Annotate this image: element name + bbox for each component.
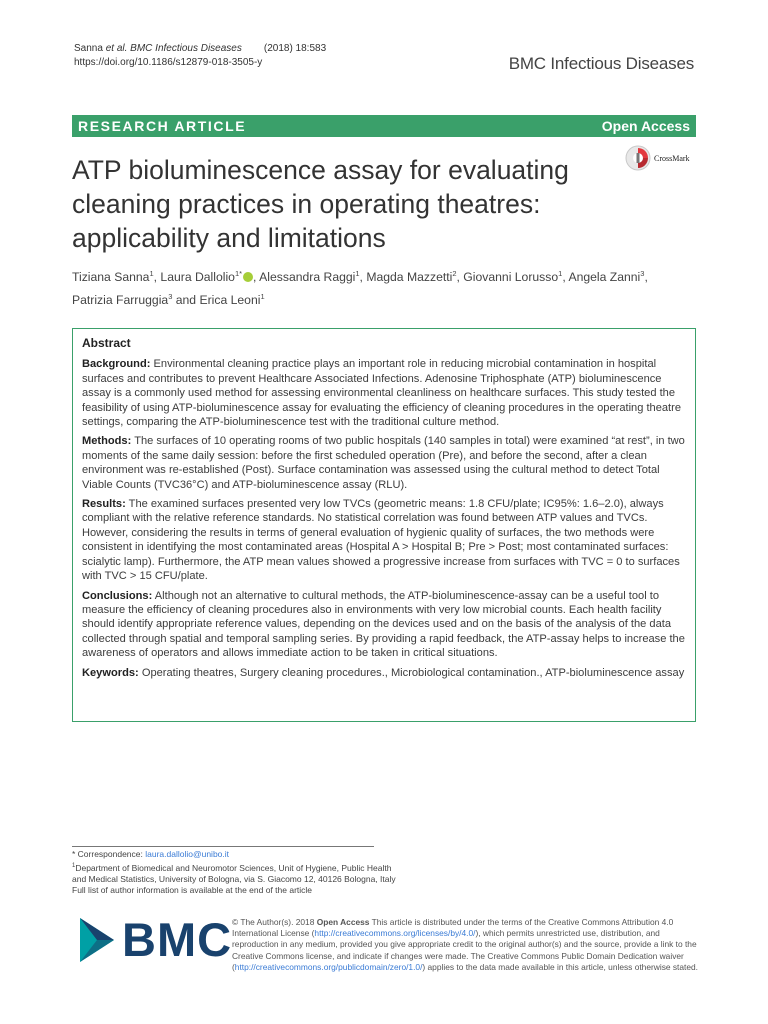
article-title: ATP bioluminescence assay for evaluating cleaning practices in operating theatres: applicability and limitations xyxy=(72,155,569,253)
abstract-methods xyxy=(82,434,686,492)
article-type: RESEARCH ARTICLE xyxy=(78,118,247,134)
affiliation xyxy=(72,861,402,886)
article-type-banner xyxy=(72,115,696,137)
correspondence-email-link[interactable]: laura.dallolio@unibo.it xyxy=(145,849,230,859)
author: Tiziana Sanna xyxy=(72,270,150,285)
citation-journal: et al. BMC Infectious Diseases xyxy=(105,43,242,54)
section-text: The examined surfaces presented very low TVCs (geometric means: 1.8 CFU/plate; IC95%: 1.6–2.0), always compliant with the relative reference standards. No statistical correlation was found between ATP values and TVCs. However, considering the results in terms of general evaluation of hygienic quality of surfaces, the two methods were consistent in identifying the most contaminated areas (Hospital A > Hospital B; Pre > Post; most contaminated surfaces: scialytic lamp). Furthermore, the ATP mean values showed a progressive increase from surfaces with TVC = 0 to surfaces with TVC > 15 CFU/plate. xyxy=(82,498,680,583)
bmc-logo xyxy=(80,912,232,967)
bmc-logo-text: BMC xyxy=(122,913,233,966)
author: Erica Leoni xyxy=(199,293,261,308)
section-label: Results: xyxy=(82,498,126,511)
author: Magda Mazzetti xyxy=(366,270,453,285)
author: Patrizia Farruggia xyxy=(72,293,169,308)
author-join: and xyxy=(172,293,200,308)
affiliation-marker: 2 xyxy=(452,269,457,278)
citation xyxy=(74,42,326,70)
abstract-background xyxy=(82,357,686,429)
abstract-keywords xyxy=(82,666,686,680)
affiliation-marker: 1 xyxy=(149,269,154,278)
section-label: Keywords: xyxy=(82,666,139,679)
citation-authors: Sanna xyxy=(74,43,106,54)
crossmark-badge[interactable] xyxy=(625,145,690,171)
crossmark-icon xyxy=(625,145,651,171)
abstract-box xyxy=(72,328,696,722)
affiliation-marker: 3 xyxy=(640,269,645,278)
abstract-conclusions xyxy=(82,589,686,661)
author-info-note: Full list of author information is available at the end of the article xyxy=(72,885,313,896)
license-text: ), which permits unrestricted use, distribution, and reproduction in any medium, provided you give appropriate credit to the original author(s) and the source, provide a link to the Creative Commons license, and indicate if changes were made. The Creative Commons Public Domain Dedication waiver ( xyxy=(232,928,697,972)
affiliation-marker: 1 xyxy=(260,292,265,302)
correspondence xyxy=(72,849,402,861)
doi-link[interactable]: https://doi.org/10.1186/s12879-018-3505-y xyxy=(74,57,263,68)
section-label: Background: xyxy=(82,358,151,371)
license-open-access: Open Access xyxy=(316,917,370,927)
affiliation-marker: 1* xyxy=(234,269,243,278)
abstract-results xyxy=(82,497,686,583)
affiliation-marker: 3 xyxy=(168,292,173,302)
journal-name: BMC Infectious Diseases xyxy=(508,54,694,73)
author: Angela Zanni xyxy=(568,270,641,285)
section-label: Methods: xyxy=(82,435,132,448)
section-label: Conclusions: xyxy=(82,589,153,602)
affiliation-text: Department of Biomedical and Neuromotor Sciences, Unit of Hygiene, Public Health and Medical Statistics, University of Bologna, via S. Giacomo 12, 40126 Bologna, Italy xyxy=(72,862,396,884)
author: Giovanni Lorusso xyxy=(463,270,559,285)
license-text: This article is distributed under the terms of the Creative Commons Attribution 4.0 International License ( xyxy=(232,917,674,939)
footnote-divider xyxy=(72,846,374,847)
author: Alessandra Raggi xyxy=(259,270,356,285)
section-text: Operating theatres, Surgery cleaning procedures., Microbiological contamination., ATP-bioluminescence assay xyxy=(141,666,685,679)
correspondence-label: * Correspondence: xyxy=(72,849,146,859)
footnotes xyxy=(72,849,402,897)
public-domain-link[interactable]: http://creativecommons.org/publicdomain/zero/1.0/ xyxy=(234,961,423,972)
section-text: Environmental cleaning practice plays an important role in reducing microbial contamination in hospital surfaces and contributes to prevent Healthcare Associated Infections. Adenosine Triphosphate (ATP) bioluminescence assay is a commonly used method for assessing environmental cleanliness on healthcare surfaces. This study tested the feasibility of using ATP-bioluminescence assay for evaluating the efficiency of cleaning procedures in the operating theatre settings, comparing the ATP-bioluminescence test with the traditional culture method. xyxy=(82,358,682,429)
citation-year: (2018) 18:583 xyxy=(263,43,327,54)
crossmark-label: CrossMark xyxy=(654,153,690,163)
open-access-label[interactable]: Open Access xyxy=(601,118,690,134)
bmc-logo-icon xyxy=(80,918,114,962)
citation-line xyxy=(74,42,326,56)
abstract-heading: Abstract xyxy=(82,336,131,350)
affiliation-marker: 1 xyxy=(558,269,563,278)
orcid-icon[interactable] xyxy=(243,272,253,282)
affiliation-number: 1 xyxy=(72,862,76,869)
license-statement xyxy=(232,917,698,973)
section-text: The surfaces of 10 operating rooms of two public hospitals (140 samples in total) were examined “at rest”, in two moments of the same daily session: before the first scheduled operation (Pre), and before the second, after a clean environment was re-established (Post). Surface contamination was assessed using the cultural method to detect Total Viable Counts (TVC36°C) and ATP-bioluminescence assay (RLU). xyxy=(82,435,685,491)
affiliation-marker: 1 xyxy=(355,269,360,278)
license-text: ) applies to the data made available in this article, unless otherwise stated. xyxy=(422,961,699,972)
author: Laura Dallolio xyxy=(160,270,235,285)
license-text: © The Author(s). 2018 xyxy=(232,917,317,927)
section-text: Although not an alternative to cultural methods, the ATP-bioluminescence-assay can be a useful tool to measure the efficiency of cleaning procedures also in environments with very low microbial counts. Each health facility should identify appropriate reference values, depending on the devices used and on the basis of the analysis of the data collected through spatial and temporal sampling series. By providing a rapid feedback, the ATP-assay helps to increase the awareness of operators and allows immediate action to be taken in critical situations. xyxy=(82,589,685,660)
author-list: Tiziana Sanna$^1$, Laura Dallolio$^{1*}$ , Alessandra Raggi$^1$, Magda Mazzetti$^2$, Giovanni Lorusso$^1$, Angela Zanni$^3$, Patrizia Farruggia$^3$ and Erica Leoni$^1$ xyxy=(72,269,648,308)
license-link[interactable]: http://creativecommons.org/licenses/by/4.0/ xyxy=(314,928,476,939)
